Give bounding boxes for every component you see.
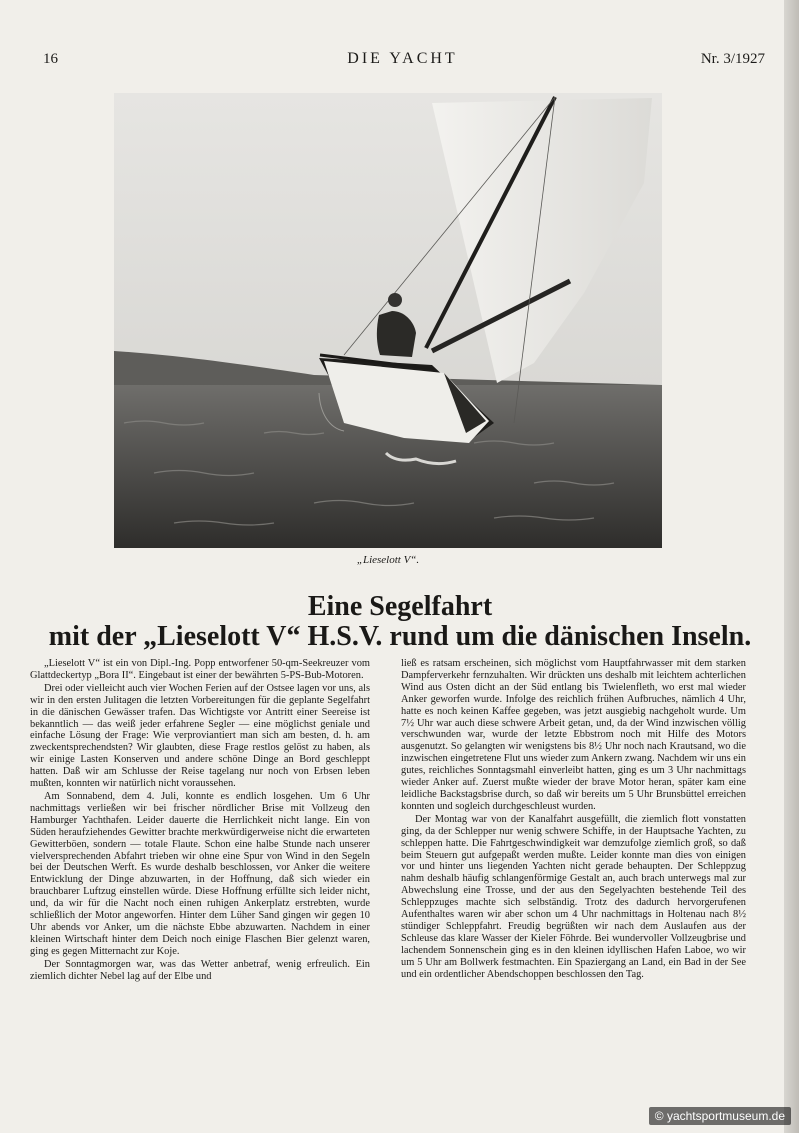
running-head [40, 48, 765, 72]
sailing-yacht-photo [114, 93, 662, 548]
yacht-illustration [114, 93, 662, 548]
headline-line-1: Eine Segelfahrt [307, 591, 493, 622]
journal-title: DIE YACHT [347, 50, 458, 67]
paragraph: ließ es ratsam erscheinen, sich möglichst vom Hauptfahrwasser mit dem starken Dampferverkehr fernzuhalten. Wir drückten uns deshalb mit leichtem achterlichen Wind aus Osten dicht an der Süd entlang bis Twielenfleth, wo erst mal wieder Anker geworfen wurde. Infolge des reichlich frühen Aufbruches, nämlich 4 Uhr, hatte es noch keinen Kaffee gegeben, was jetzt ausgiebig nachgeholt wurde. Um 7½ Uhr war auch diese schwere Arbeit getan, und, da der Wind inzwischen völlig verschwunden war, wurde der letzte Ebbstrom noch mit Hilfe des Motors ausgenutzt. So gelangten wir wenigstens bis 8½ Uhr noch nach Krautsand, wo die inzwischen eingetretene Flut uns wieder zum Ankern zwang. Nachdem wir uns ein gutes, reichliches Sonntagsmahl einverleibt hatten, ging es um 3 Uhr nachmittags wieder Anker auf. Zuerst mußte wieder der brave Motor heran, später kam eine leidliche Backstagsbrise durch, so daß wir bereits um 5 Uhr Brunsbüttel erreichen konnten und sogleich durchgeschleust wurden. [401, 658, 746, 812]
article-column-right [401, 658, 746, 981]
paragraph: Der Sonntagmorgen war, was das Wetter anbetraf, wenig erfreulich. Ein ziemlich dichter Nebel lag auf der Elbe und [30, 958, 370, 982]
copyright-watermark: © yachtsportmuseum.de [649, 1107, 791, 1125]
paragraph: Am Sonnabend, dem 4. Juli, konnte es endlich losgehen. Um 6 Uhr nachmittags verließen wir bei frischer nördlicher Brise mit Vollzeug den Hamburger Yachthafen. Leider dauerte die Herrlichkeit nicht lange. Ein von Süden heraufziehendes Gewitter brachte merkwürdigerweise nicht die erwarteten Gewitterböen, sondern — totale Flaute. Schon eine halbe Stunde nach unserer vielversprechenden Abfahrt trieben wir ohne eine Spur von Wind in den Segeln bei der Deutschen Werft. Es wurde deshalb beschlossen, vor Anker die weitere Entwicklung der Dinge abzuwarten, in der Hoffnung, daß sich wieder ein brauchbarer Luftzug einstellen würde. Diese Hoffnung erfüllte sich leider nicht, und, da wir für die Nacht noch einen ruhigen Ankerplatz erstrebten, wurde schließlich der Motor angeworfen. Hinter dem Lüher Sand gingen wir gegen 10 Uhr abends vor Anker, um die nächste Ebbe abzuwarten. Nachdem in einer kleinen Wirtschaft hinter dem Deich noch einige Flaschen Bier gelenzt waren, ging es gegen Mitternacht zur Koje. [30, 790, 370, 957]
article-column-left [30, 658, 370, 983]
page-edge [784, 0, 799, 1133]
paragraph: Der Montag war von der Kanalfahrt ausgefüllt, die ziemlich flott vonstatten ging, da der Schlepper nur wenig schwere Schiffe, in der Hauptsache Yachten, zu schleppen hatte. Die Fahrtgeschwindigkeit war demzufolge ziemlich groß, so daß beim Steuern gut aufgepaßt werden mußte. Leider konnte man dies von einigen vor und hinter uns liegenden Yachten nicht gerade behaupten. Der Schleppzug nahm deshalb häufig schlangenförmige Gestalt an, auch brach unterwegs mal zur Abwechslung eine Trosse, und der aus den Segelyachten bestehende Teil des Schleppzuges machte sich selbständig. Trotz des dadurch hervorgerufenen Aufenthaltes waren wir aber schon um 4 Uhr nachmittags in Holtenau nach 8½ stündiger Schleppfahrt. Freudig begrüßten wir nach dem Auslaufen aus der Schleuse das klare Wasser der Kieler Föhrde. Bei wundervoller Vollzeugbrise und lachendem Sonnenschein ging es in den kleinen idyllischen Hafen Laboe, wo wir um 5 Uhr am Bollwerk festmachten. Ein Spaziergang an Land, ein Bad in der See und ein ordentlicher Abendschoppen beschlossen den Tag. [401, 813, 746, 980]
page-number: 16 [43, 51, 58, 67]
issue-number: Nr. 3/1927 [700, 51, 765, 67]
paragraph: „Lieselott V“ ist ein von Dipl.-Ing. Popp entworfener 50-qm-Seekreuzer vom Glattdeckertyp „Bora II“. Eingebaut ist einer der bewährten 5-PS-Bub-Motoren. [30, 658, 370, 681]
article-headline [30, 592, 770, 652]
paragraph: Drei oder vielleicht auch vier Wochen Ferien auf der Ostsee lagen vor uns, als wir in den ersten Julitagen die letzten Vorbereitungen für die geplante Segelfahrt in die dänischen Gewässer trafen. Das Wichtigste vor Antritt einer Seereise ist bekanntlich — das weiß jeder erfahrene Segler — eine möglichst geniale und einfache Lösung der Frage: Wie verproviantiert man sich am besten, d. h. am zweckentsprechendsten? Wir glaubten, diese Frage restlos gelöst zu haben, als wir einige Lasten Konserven und andere schöne Dinge an Bord geschleppt hatten. Daß wir am Schlusse der Reise tagelang nur noch von Erbsen leben mußten, konnten wir natürlich nicht voraussehen. [30, 682, 370, 790]
headline-line-2: mit der „Lieselott V“ H.S.V. rund um die dänischen Inseln. [48, 621, 752, 652]
photo-caption: „Lieselott V“. [356, 554, 420, 566]
